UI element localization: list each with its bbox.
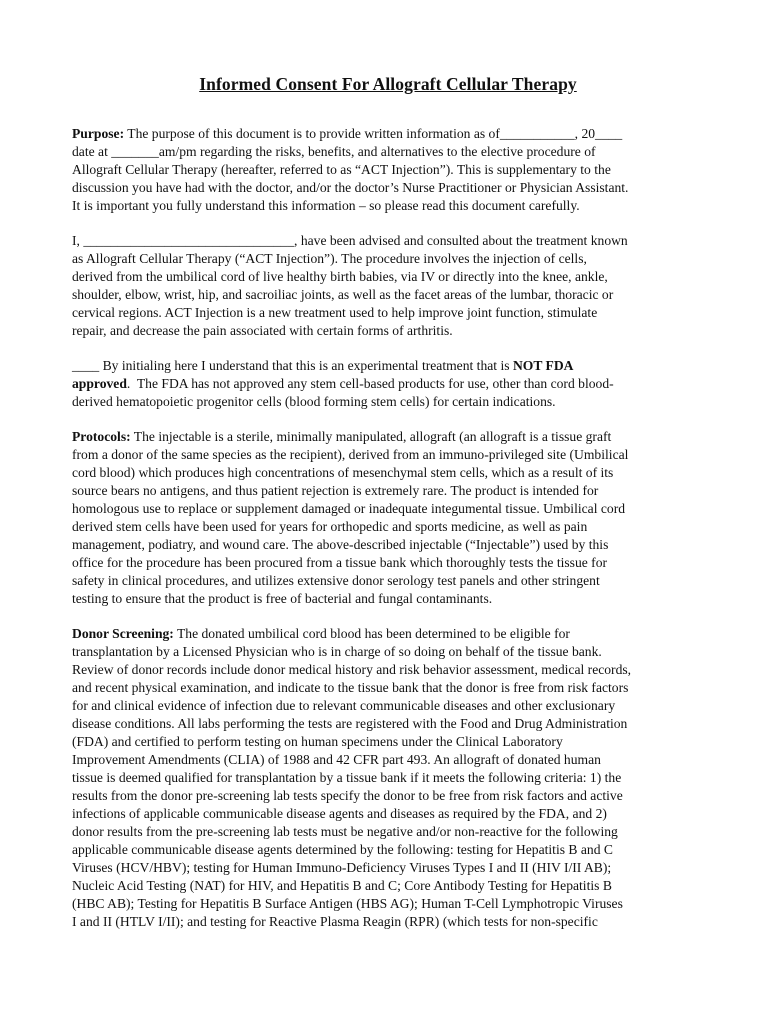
text-line: Viruses (HCV/HBV); testing for Human Immuno-Deficiency Viruses Types I and II (HIV I/II AB); xyxy=(72,860,612,875)
text-line: (FDA) and certified to perform testing on human specimens under the Clinical Laboratory xyxy=(72,734,563,749)
text-line: derived from the umbilical cord of live healthy birth babies, via IV or directly into the knee, ankle, xyxy=(72,269,608,284)
text-line: disease conditions. All labs performing the tests are registered with the Food and Drug Administration xyxy=(72,716,628,731)
text-line: Review of donor records include donor medical history and risk behavior assessment, medical records, xyxy=(72,662,632,677)
text-line: I, _______________________________, have been advised and consulted about the treatment known xyxy=(72,233,628,248)
advised-paragraph xyxy=(72,232,704,340)
text-line: donor results from the pre-screening lab tests must be negative and/or non-reactive for the following xyxy=(72,824,618,839)
text-line: applicable communicable disease agents determined by the following: testing for Hepatitis B and C xyxy=(72,842,613,857)
text-line: tissue is deemed qualified for transplantation by a tissue bank if it meets the following criteria: 1) the xyxy=(72,770,622,785)
protocols-paragraph xyxy=(72,428,704,608)
text-line: repair, and decrease the pain associated with certain forms of arthritis. xyxy=(72,323,453,338)
text-line: It is important you fully understand this information – so please read this document carefully. xyxy=(72,198,580,213)
text-line: approved. The FDA has not approved any stem cell-based products for use, other than cord blood- xyxy=(72,376,614,391)
text-line: derived stem cells have been used for years for orthopedic and sports medicine, as well as pain xyxy=(72,519,588,534)
text-line: cord blood) which produces high concentrations of mesenchymal stem cells, which as a result of its xyxy=(72,465,614,480)
text-line: date at _______am/pm regarding the risks, benefits, and alternatives to the elective procedure of xyxy=(72,144,596,159)
document-title: Informed Consent For Allograft Cellular Therapy xyxy=(199,74,577,94)
text-line: (HBC AB); Testing for Hepatitis B Surface Antigen (HBS AG); Human T-Cell Lymphotropic Viruses xyxy=(72,896,623,911)
text-line: I and II (HTLV I/II); and testing for Reactive Plasma Reagin (RPR) (which tests for non-specific xyxy=(72,914,598,929)
text-line: from a donor of the same species as the recipient), derived from an immuno-privileged site (Umbilical xyxy=(72,447,629,462)
text-line: results from the donor pre-screening lab tests specify the donor to be free from risk factors and active xyxy=(72,788,623,803)
text-line: for and clinical evidence of infection due to relevant communicable diseases and other exclusionary xyxy=(72,698,616,713)
document-page xyxy=(72,74,704,948)
text-line: discussion you have had with the doctor, and/or the doctor’s Nurse Practitioner or Physician Assistant. xyxy=(72,180,629,195)
text-line: infections of applicable communicable disease agents and diseases as required by the FDA, and 2) xyxy=(72,806,607,821)
text-line: homologous use to replace or supplement damaged or inadequate integumental tissue. Umbilical cord xyxy=(72,501,626,516)
text-line: derived hematopoietic progenitor cells (blood forming stem cells) for certain indications. xyxy=(72,394,556,409)
text-line: shoulder, elbow, wrist, hip, and sacroiliac joints, as well as the facet areas of the lumbar, thoracic or xyxy=(72,287,614,302)
text-line: as Allograft Cellular Therapy (“ACT Injection”). The procedure involves the injection of cells, xyxy=(72,251,587,266)
text-line: Purpose: The purpose of this document is to provide written information as of___________, 20____ xyxy=(72,126,623,141)
fda-paragraph xyxy=(72,357,704,411)
text-line: testing to ensure that the product is free of bacterial and fungal contaminants. xyxy=(72,591,493,606)
approved-emphasis: approved xyxy=(72,376,127,391)
text-line: office for the procedure has been procured from a tissue bank which thoroughly tests the tissue for xyxy=(72,555,608,570)
donor-screening-paragraph xyxy=(72,625,704,931)
text-line: source bears no antigens, and thus patient rejection is extremely rare. The product is intended for xyxy=(72,483,599,498)
not-fda-emphasis: NOT FDA xyxy=(512,358,574,373)
text-line: Donor Screening: The donated umbilical cord blood has been determined to be eligible for xyxy=(72,626,570,641)
text-line: Protocols: The injectable is a sterile, minimally manipulated, allograft (an allograft is a tissue graft xyxy=(72,429,612,444)
text-line: cervical regions. ACT Injection is a new treatment used to help improve joint function, stimulate xyxy=(72,305,598,320)
text-line: Improvement Amendments (CLIA) of 1988 and 42 CFR part 493. An allograft of donated human xyxy=(72,752,601,767)
text-line: Nucleic Acid Testing (NAT) for HIV, and Hepatitis B and C; Core Antibody Testing for Hepatitis B xyxy=(72,878,612,893)
section-label-protocols: Protocols: xyxy=(72,429,131,444)
section-label-purpose: Purpose: xyxy=(72,126,125,141)
text-line: management, podiatry, and wound care. The above-described injectable (“Injectable”) used by this xyxy=(72,537,609,552)
text-line: ____ By initialing here I understand that this is an experimental treatment that is NOT FDA xyxy=(72,358,574,373)
text-line: safety in clinical procedures, and utilizes extensive donor serology test panels and other stringent xyxy=(72,573,600,588)
section-label-donor-screening: Donor Screening: xyxy=(72,626,174,641)
text-line: Allograft Cellular Therapy (hereafter, referred to as “ACT Injection”). This is supplementary to the xyxy=(72,162,611,177)
text-line: and recent physical examination, and indicate to the tissue bank that the donor is free from risk factors xyxy=(72,680,629,695)
purpose-paragraph xyxy=(72,125,704,215)
text-line: transplantation by a Licensed Physician who is in charge of so doing on behalf of the tissue bank. xyxy=(72,644,602,659)
